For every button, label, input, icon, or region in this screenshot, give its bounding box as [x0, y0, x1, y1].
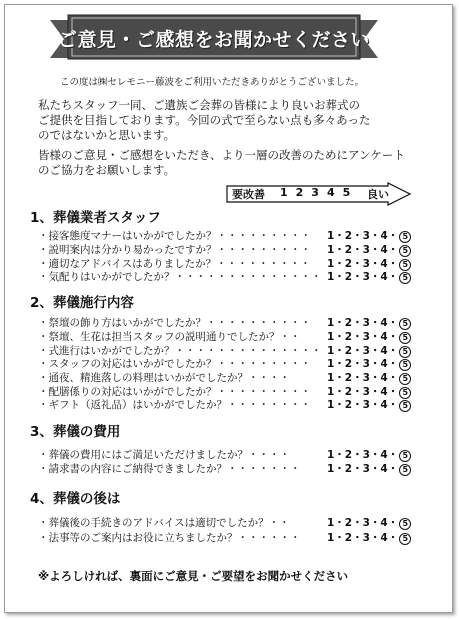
rating-circle-5: 5: [399, 400, 411, 412]
rating-choices: 1・2・3・4・: [327, 230, 399, 242]
rating-choices: 1・2・3・4・: [327, 271, 399, 283]
rating-circle-5: 5: [399, 272, 411, 284]
rating-options[interactable]: [327, 228, 411, 243]
question-text: ・葬儀後の手続きのアドバイスは適切でしたか？・・: [38, 517, 290, 529]
rating-choices: 1・2・3・4・: [327, 358, 399, 370]
question-text: ・気配りはいかがでしたか？・・・・・・・・・・・・・・: [38, 271, 322, 283]
rating-choices: 1・2・3・4・: [327, 449, 399, 461]
rating-circle-5: 5: [399, 373, 411, 385]
intro-line: 皆様のご意見・ご感想をいただき、より一層の改善のためにアンケート: [38, 148, 405, 162]
rating-choices: 1・2・3・4・: [327, 345, 399, 357]
section-title: 3、葬儀の費用: [30, 424, 121, 440]
rating-options[interactable]: [327, 370, 411, 385]
rating-circle-5: 5: [399, 346, 411, 358]
rating-choices: 1・2・3・4・: [327, 386, 399, 398]
footer-note: ※よろしければ、裏面にご意見・ご要望をお聞かせください: [38, 569, 349, 583]
rating-circle-5: 5: [399, 359, 411, 371]
title-banner: [46, 12, 382, 66]
rating-options[interactable]: [327, 530, 411, 545]
rating-circle-5: 5: [399, 231, 411, 243]
question-text: ・式進行はいかがでしたか？・・・・・・・・・・・・・・: [38, 345, 322, 357]
greeting-text: この度は㈱セレモニー藤波をご利用いただきありがとうございました。: [60, 77, 365, 88]
intro-line: のではないかと思います。: [38, 128, 176, 142]
rating-options[interactable]: [327, 269, 411, 284]
rating-options[interactable]: [327, 397, 411, 412]
question-text: ・ギフト（返礼品）はいかがでしたか？・・・・・・・・: [38, 399, 311, 411]
rating-options[interactable]: [327, 315, 411, 330]
scale-right-label: 良い: [367, 188, 389, 201]
rating-circle-5: 5: [399, 387, 411, 399]
question-text: ・通夜、精進落しの料理はいかがでしたか？・・・・: [38, 372, 290, 384]
rating-options[interactable]: [327, 329, 411, 344]
question-text: ・葬儀の費用にはご満足いただけましたか？・・・・: [38, 449, 290, 461]
question-text: ・適切なアドバイスはありましたか？・・・・・・・・・: [38, 258, 311, 270]
rating-circle-5: 5: [399, 332, 411, 344]
rating-options[interactable]: [327, 242, 411, 257]
question-text: ・請求書の内容にご納得できましたか？・・・・・・・: [38, 463, 301, 475]
rating-options[interactable]: [327, 515, 411, 530]
rating-choices: 1・2・3・4・: [327, 258, 399, 270]
rating-circle-5: 5: [399, 518, 411, 530]
rating-options[interactable]: [327, 356, 411, 371]
rating-circle-5: 5: [399, 450, 411, 462]
rating-circle-5: 5: [399, 245, 411, 257]
rating-choices: 1・2・3・4・: [327, 399, 399, 411]
section-title: 4、葬儀の後は: [30, 491, 121, 507]
question-text: ・接客態度マナーはいかがでしたか？・・・・・・・・・: [38, 230, 311, 242]
section-title: 2、葬儀施行内容: [30, 295, 134, 311]
page-title: ご意見・ご感想をお聞かせください: [57, 29, 370, 51]
question-text: ・法事等のご案内はお役に立ちましたか？・・・・・・: [38, 532, 301, 544]
rating-options[interactable]: [327, 447, 411, 462]
rating-choices: 1・2・3・4・: [327, 517, 399, 529]
scale-left-label: 要改善: [232, 188, 265, 201]
rating-choices: 1・2・3・4・: [327, 317, 399, 329]
rating-circle-5: 5: [399, 259, 411, 271]
intro-line: のご協力をお願いします。: [38, 163, 176, 177]
question-text: ・配膳係りの対応はいかがでしたか？・・・・・・・・・: [38, 386, 311, 398]
rating-circle-5: 5: [399, 533, 411, 545]
rating-choices: 1・2・3・4・: [327, 372, 399, 384]
rating-choices: 1・2・3・4・: [327, 331, 399, 343]
scale-numbers: 12345: [280, 186, 359, 199]
rating-circle-5: 5: [399, 464, 411, 476]
question-text: ・祭壇、生花は担当スタッフの説明通りでしたか？・・: [38, 331, 301, 343]
question-text: ・祭壇の飾り方はいかがでしたか？・・・・・・・・・・: [38, 317, 311, 329]
rating-options[interactable]: [327, 461, 411, 476]
intro-line: 私たちスタッフ一同、ご遺族ご会葬の皆様により良いお葬式の: [38, 98, 360, 112]
rating-circle-5: 5: [399, 318, 411, 330]
rating-choices: 1・2・3・4・: [327, 463, 399, 475]
section-title: 1、葬儀業者スタッフ: [30, 210, 161, 226]
question-text: ・スタッフの対応はいかがでしたか？・・・・・・・・・: [38, 358, 311, 370]
question-text: ・説明案内は分かり易かったですか？・・・・・・・・・: [38, 244, 311, 256]
rating-choices: 1・2・3・4・: [327, 532, 399, 544]
rating-choices: 1・2・3・4・: [327, 244, 399, 256]
intro-line: ご提供を目指しております。今回の式で至らない点も多々あった: [38, 113, 371, 127]
